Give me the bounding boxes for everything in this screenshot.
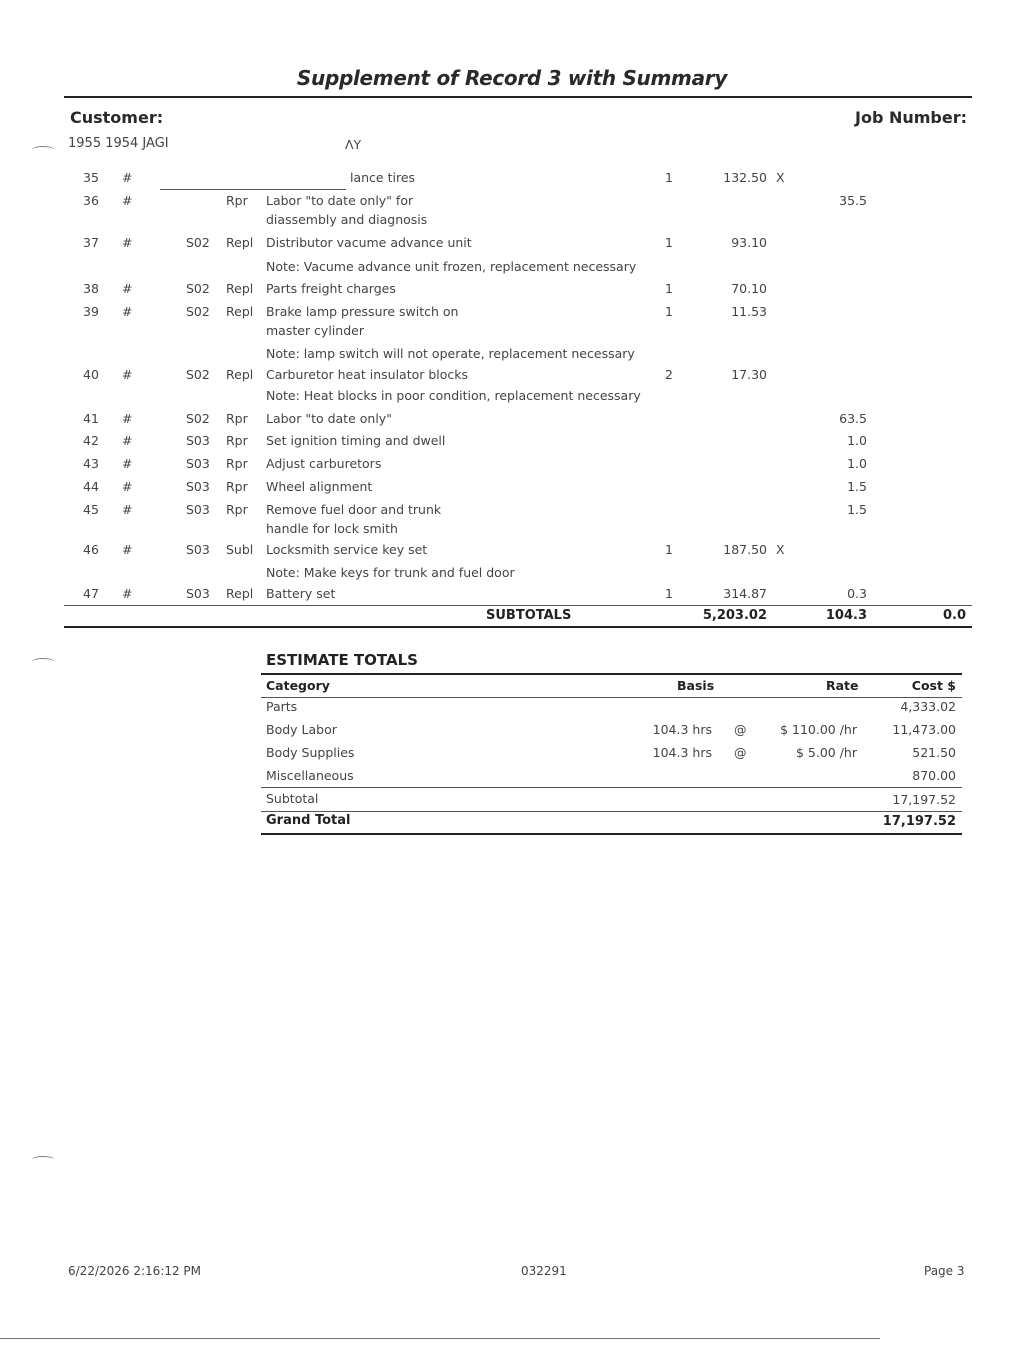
line-description-continued: handle for lock smith bbox=[266, 521, 398, 536]
line-code: S02 bbox=[186, 304, 210, 319]
estimate-cost: 11,473.00 bbox=[892, 722, 956, 737]
line-operation: Rpr bbox=[226, 502, 248, 517]
subtotals-bottom-rule bbox=[64, 626, 972, 628]
job-number-label: Job Number: bbox=[855, 108, 968, 127]
vehicle-extra: ΛY bbox=[345, 137, 362, 152]
line-code: S02 bbox=[186, 411, 210, 426]
estimate-category: Body Supplies bbox=[266, 745, 355, 760]
line-labor: 1.5 bbox=[847, 479, 867, 494]
line-price: 93.10 bbox=[731, 235, 767, 250]
line-description: Battery set bbox=[266, 586, 336, 601]
line-operation: Repl bbox=[226, 586, 254, 601]
grand-total-bottom-rule bbox=[261, 833, 962, 835]
line-operation: Rpr bbox=[226, 479, 248, 494]
line-marker: # bbox=[122, 502, 133, 517]
subtotals-label: SUBTOTALS bbox=[486, 608, 572, 623]
line-labor: 1.5 bbox=[847, 502, 867, 517]
line-operation: Repl bbox=[226, 281, 254, 296]
line-description: Wheel alignment bbox=[266, 479, 373, 494]
estimate-subtotal-label: Subtotal bbox=[266, 791, 319, 806]
line-number: 39 bbox=[83, 304, 99, 319]
line-price: 187.50 bbox=[723, 542, 767, 557]
line-labor: 1.0 bbox=[847, 456, 867, 471]
estimate-header-cost: Cost $ bbox=[911, 678, 956, 693]
line-description: Labor "to date only" bbox=[266, 411, 392, 426]
line-marker: # bbox=[122, 235, 133, 250]
line-description: Adjust carburetors bbox=[266, 456, 382, 471]
subtotals-top-rule bbox=[64, 605, 972, 606]
line-operation: Subl bbox=[226, 542, 254, 557]
line-quantity: 1 bbox=[665, 281, 673, 296]
line-marker: # bbox=[122, 479, 133, 494]
footer-page: Page 3 bbox=[924, 1264, 965, 1278]
line-labor: 35.5 bbox=[839, 193, 867, 208]
grand-total-cost: 17,197.52 bbox=[882, 814, 956, 829]
line-note: Note: Heat blocks in poor condition, replacement necessary bbox=[266, 388, 641, 403]
estimate-category: Body Labor bbox=[266, 722, 337, 737]
line-description: Labor "to date only" for bbox=[266, 193, 414, 208]
vehicle-description: 1955 1954 JAGI bbox=[68, 136, 169, 151]
line-note: Note: Vacume advance unit frozen, replacement necessary bbox=[266, 259, 637, 274]
estimate-title-rule bbox=[261, 673, 962, 675]
line-code: S02 bbox=[186, 281, 210, 296]
line-marker: # bbox=[122, 586, 133, 601]
estimate-basis: 104.3 hrs bbox=[652, 745, 712, 760]
line-quantity: 1 bbox=[665, 542, 673, 557]
footer-datetime: 6/22/2026 2:16:12 PM bbox=[68, 1264, 202, 1278]
estimate-rate: $ 110.00 /hr bbox=[780, 722, 857, 737]
footer-code: 032291 bbox=[521, 1264, 567, 1278]
line-number: 44 bbox=[83, 479, 99, 494]
line-marker: # bbox=[122, 281, 133, 296]
line-description-continued: diassembly and diagnosis bbox=[266, 212, 428, 227]
estimate-cost: 4,333.02 bbox=[900, 699, 956, 714]
line-marker: # bbox=[122, 170, 133, 185]
line-labor: 1.0 bbox=[847, 433, 867, 448]
line-marker: # bbox=[122, 411, 133, 426]
page-title: Supplement of Record 3 with Summary bbox=[296, 66, 728, 90]
line-number: 40 bbox=[83, 367, 99, 382]
estimate-header-rule bbox=[261, 697, 962, 698]
grand-total-label: Grand Total bbox=[266, 813, 351, 828]
subtotal-rule bbox=[261, 787, 962, 788]
line-code: S02 bbox=[186, 367, 210, 382]
line-marker: # bbox=[122, 304, 133, 319]
line-quantity: 1 bbox=[665, 304, 673, 319]
line-number: 36 bbox=[83, 193, 99, 208]
line-labor: 63.5 bbox=[839, 411, 867, 426]
subtotal-labor: 104.3 bbox=[825, 608, 867, 623]
line-description: Set ignition timing and dwell bbox=[266, 433, 446, 448]
subtotal-parts: 5,203.02 bbox=[702, 608, 767, 623]
line-description: lance tires bbox=[350, 170, 416, 185]
line-marker: # bbox=[122, 456, 133, 471]
line-quantity: 1 bbox=[665, 170, 673, 185]
subtotal-other: 0.0 bbox=[942, 608, 966, 623]
line-price: 132.50 bbox=[723, 170, 767, 185]
line-description: Locksmith service key set bbox=[266, 542, 428, 557]
line-marker: # bbox=[122, 193, 133, 208]
line-code: S02 bbox=[186, 235, 210, 250]
line-flag: X bbox=[776, 542, 785, 557]
line-marker: # bbox=[122, 433, 133, 448]
line-quantity: 2 bbox=[665, 367, 673, 382]
estimate-cost: 521.50 bbox=[912, 745, 956, 760]
estimate-header-rate: Rate bbox=[826, 678, 859, 693]
estimate-header-basis: Basis bbox=[677, 678, 715, 693]
line-number: 43 bbox=[83, 456, 99, 471]
line-price: 17.30 bbox=[731, 367, 767, 382]
line-quantity: 1 bbox=[665, 586, 673, 601]
estimate-title: ESTIMATE TOTALS bbox=[266, 651, 418, 669]
punch-mark bbox=[32, 658, 54, 665]
redaction-line bbox=[160, 189, 346, 190]
line-description: Carburetor heat insulator blocks bbox=[266, 367, 469, 382]
line-code: S03 bbox=[186, 586, 210, 601]
line-operation: Repl bbox=[226, 235, 254, 250]
estimate-header-category: Category bbox=[266, 678, 330, 693]
estimate-at: @ bbox=[734, 722, 747, 737]
line-quantity: 1 bbox=[665, 235, 673, 250]
line-number: 42 bbox=[83, 433, 99, 448]
line-code: S03 bbox=[186, 502, 210, 517]
line-operation: Rpr bbox=[226, 193, 248, 208]
line-operation: Repl bbox=[226, 304, 254, 319]
line-note: Note: lamp switch will not operate, replacement necessary bbox=[266, 346, 635, 361]
line-description: Parts freight charges bbox=[266, 281, 396, 296]
estimate-category: Parts bbox=[266, 699, 298, 714]
punch-mark bbox=[32, 146, 54, 153]
line-marker: # bbox=[122, 367, 133, 382]
line-number: 41 bbox=[83, 411, 99, 426]
line-code: S03 bbox=[186, 542, 210, 557]
grand-total-rule bbox=[261, 811, 962, 812]
line-number: 35 bbox=[83, 170, 99, 185]
line-description: Brake lamp pressure switch on bbox=[266, 304, 459, 319]
line-description-continued: master cylinder bbox=[266, 323, 364, 338]
line-code: S03 bbox=[186, 479, 210, 494]
estimate-basis: 104.3 hrs bbox=[652, 722, 712, 737]
estimate-rate: $ 5.00 /hr bbox=[795, 745, 857, 760]
line-number: 45 bbox=[83, 502, 99, 517]
line-operation: Rpr bbox=[226, 456, 248, 471]
line-marker: # bbox=[122, 542, 133, 557]
line-operation: Rpr bbox=[226, 411, 248, 426]
footer-rule bbox=[0, 1338, 880, 1339]
line-number: 38 bbox=[83, 281, 99, 296]
line-operation: Repl bbox=[226, 367, 254, 382]
line-price: 11.53 bbox=[731, 304, 767, 319]
line-flag: X bbox=[776, 170, 785, 185]
line-description: Remove fuel door and trunk bbox=[266, 502, 442, 517]
customer-label: Customer: bbox=[70, 108, 164, 127]
punch-mark bbox=[32, 1156, 54, 1163]
line-price: 70.10 bbox=[731, 281, 767, 296]
line-price: 314.87 bbox=[723, 586, 767, 601]
line-number: 37 bbox=[83, 235, 99, 250]
line-code: S03 bbox=[186, 456, 210, 471]
title-rule bbox=[64, 96, 972, 98]
line-number: 46 bbox=[83, 542, 99, 557]
line-operation: Rpr bbox=[226, 433, 248, 448]
line-description: Distributor vacume advance unit bbox=[266, 235, 472, 250]
estimate-subtotal-cost: 17,197.52 bbox=[892, 792, 956, 807]
line-note: Note: Make keys for trunk and fuel door bbox=[266, 565, 515, 580]
line-labor: 0.3 bbox=[847, 586, 867, 601]
line-code: S03 bbox=[186, 433, 210, 448]
redaction-box bbox=[160, 168, 348, 188]
estimate-cost: 870.00 bbox=[912, 768, 956, 783]
estimate-at: @ bbox=[734, 745, 747, 760]
line-number: 47 bbox=[83, 586, 99, 601]
estimate-category: Miscellaneous bbox=[266, 768, 354, 783]
